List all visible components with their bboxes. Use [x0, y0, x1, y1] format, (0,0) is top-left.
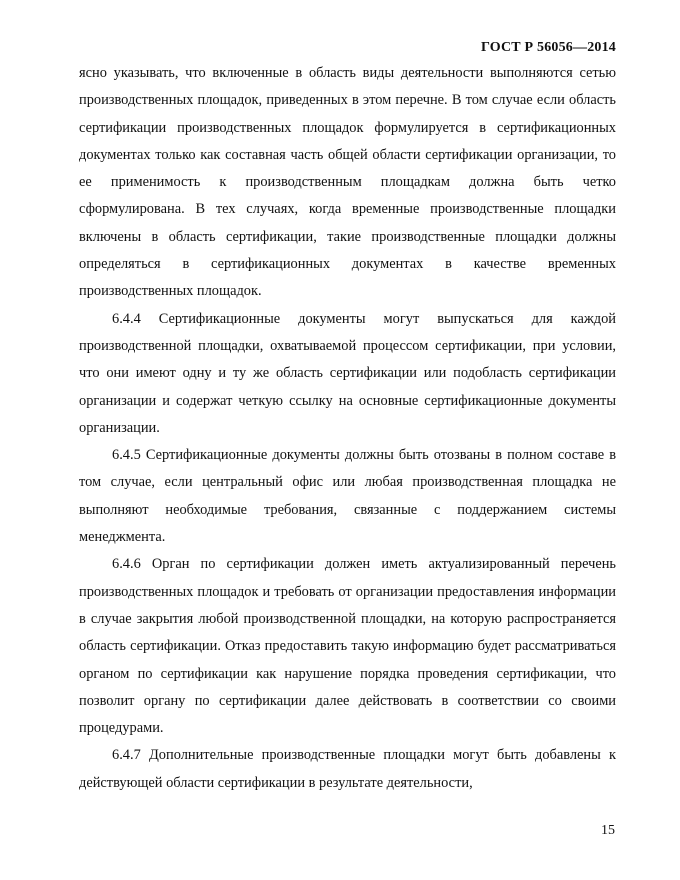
paragraph-6-4-7: 6.4.7 Дополнительные производственные площадки могут быть добавлены к действующей области сертификации в результате деятельности,: [79, 747, 616, 791]
document-code-header: ГОСТ Р 56056—2014: [480, 40, 616, 55]
paragraph-6-4-5: 6.4.5 Сертификационные документы должны быть отозваны в полном составе в том случае, если центральный офис или любая производственная площадка не выполняют необходимые требования, связанные с поддержанием системы менеджмента.: [79, 447, 616, 546]
document-body: [79, 60, 616, 797]
paragraph-6-4-4: 6.4.4 Сертификационные документы могут выпускаться для каждой производственной площадки, охватываемой процессом сертификации, при условии, что они имеют одну и ту же область сертификации или подобласть сертификации организации и содержат четкую ссылку на основные сертификационные документы организации.: [79, 310, 616, 436]
paragraph-6-4-6: 6.4.6 Орган по сертификации должен иметь актуализированный перечень производственных площадок и требовать от организации предоставления информации в случае закрытия любой производственной площадки, на которую распространяется область сертификации. Отказ предоставить такую информацию будет рассматриваться органом по сертификации как нарушение порядка проведения сертификации, что позволит органу по сертификации далее действовать в соответствии со своими процедурами.: [79, 556, 616, 737]
page-number: 15: [601, 823, 615, 838]
paragraph-continuation: ясно указывать, что включенные в область виды деятельности выполняются сетью производственных площадок, приведенных в этом перечне. В том случае если область сертификации производственных площадок формулируется в сертификационных документах только как составная часть общей области сертификации организации, то ее применимость к производственным площадкам должна быть четко сформулирована. В тех случаях, когда временные производственные площадки включены в область сертификации, такие производственные площадки должны определяться в сертификационных документах в качестве временных производственных площадок.: [79, 65, 616, 300]
